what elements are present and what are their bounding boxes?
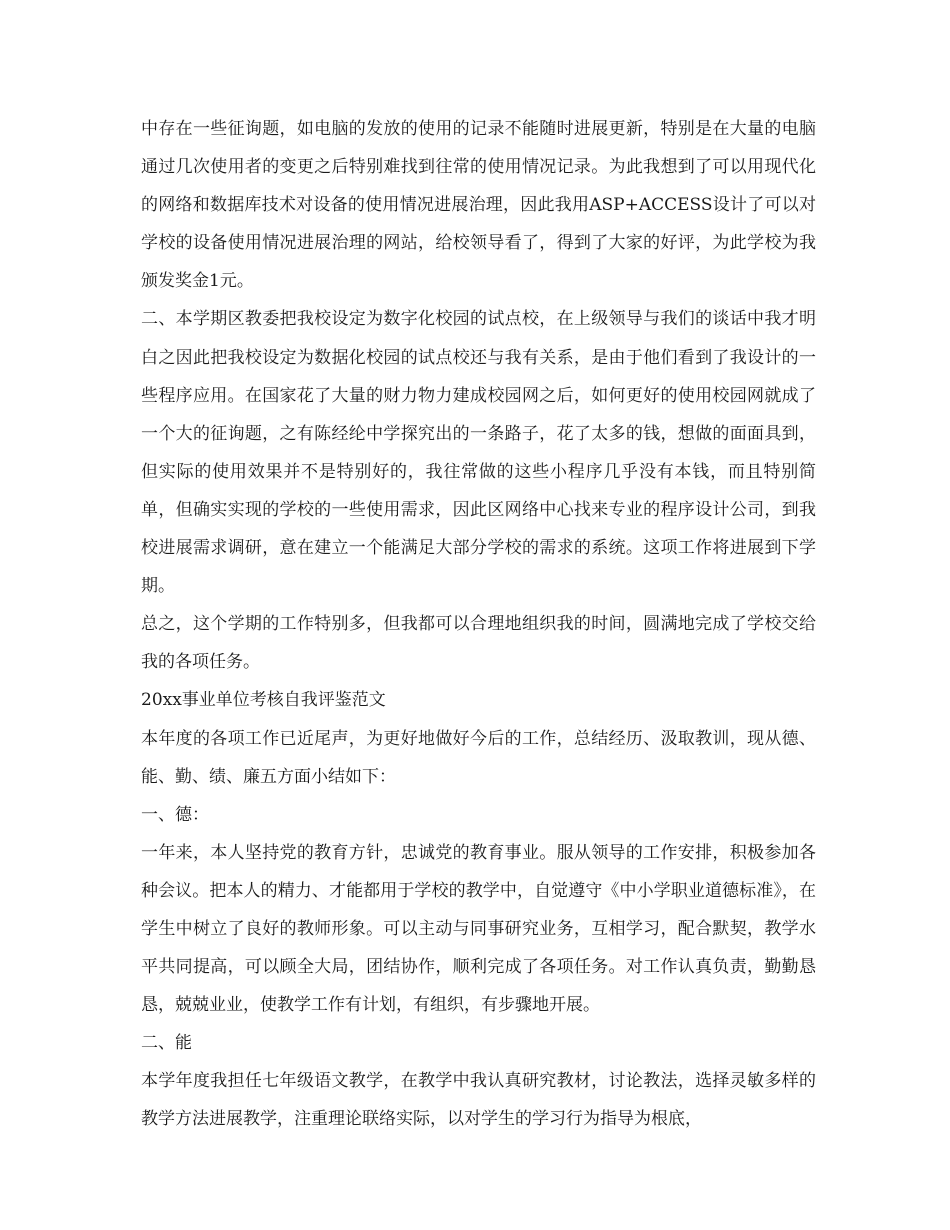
paragraph-summary: 总之，这个学期的工作特别多，但我都可以合理地组织我的时间，圆满地完成了学校交给我的各项任务。 bbox=[141, 614, 816, 673]
section-heading-ability: 二、能 bbox=[141, 1033, 192, 1054]
paragraph-morality: 一年来，本人坚持党的教育方针，忠诚党的教育事业。服从领导的工作安排，积极参加各种会议。把本人的精力、才能都用于学校的教学中，自觉遵守《中小学职业道德标准》，在学生中树立了良好的教师形象。可以主动与同事研究业务，互相学习，配合默契，教学水平共同提高，可以顾全大局，团结协作，顺利完成了各项任务。对工作认真负责，勤勤恳恳，兢兢业业，使教学工作有计划，有组织，有步骤地开展。 bbox=[141, 842, 816, 1016]
paragraph-ability: 本学年度我担任七年级语文教学，在教学中我认真研究教材，讨论教法，选择灵敏多样的教学方法进展教学，注重理论联络实际，以对学生的学习行为指导为根底， bbox=[141, 1071, 816, 1130]
paragraph-digital-campus: 二、本学期区教委把我校设定为数字化校园的试点校，在上级领导与我们的谈话中我才明白之因此把我校设定为数据化校园的试点校还与我有关系，是由于他们看到了我设计的一些程序应用。在国家花了大量的财力物力建成校园网之后，如何更好的使用校园网就成了一个大的征询题，之有陈经纶中学探究出的一条路子，花了太多的钱，想做的面面具到，但实际的使用效果并不是特别好的，我往常做的这些小程序几乎没有本钱，而且特别简单，但确实实现的学校的一些使用需求，因此区网络中心找来专业的程序设计公司，到我校进展需求调研，意在建立一个能满足大部分学校的需求的系统。这项工作将进展到下学期。 bbox=[141, 309, 816, 597]
section-heading-morality: 一、德： bbox=[141, 804, 209, 825]
section-heading-self-evaluation: 20xx事业单位考核自我评鉴范文 bbox=[141, 690, 386, 711]
paragraph-equipment-management: 中存在一些征询题，如电脑的发放的使用的记录不能随时进展更新，特别是在大量的电脑通过几次使用者的变更之后特别难找到往常的使用情况记录。为此我想到了可以用现代化的网络和数据库技术对设备的使用情况进展治理，因此我用ASP+ACCESS设计了可以对学校的设备使用情况进展治理的网站，给校领导看了，得到了大家的好评，为此学校为我颁发奖金1元。 bbox=[141, 119, 816, 292]
document-body bbox=[141, 110, 816, 1139]
paragraph-introduction: 本年度的各项工作已近尾声，为更好地做好今后的工作，总结经历、汲取教训，现从德、能、勤、绩、廉五方面小结如下： bbox=[141, 728, 816, 787]
